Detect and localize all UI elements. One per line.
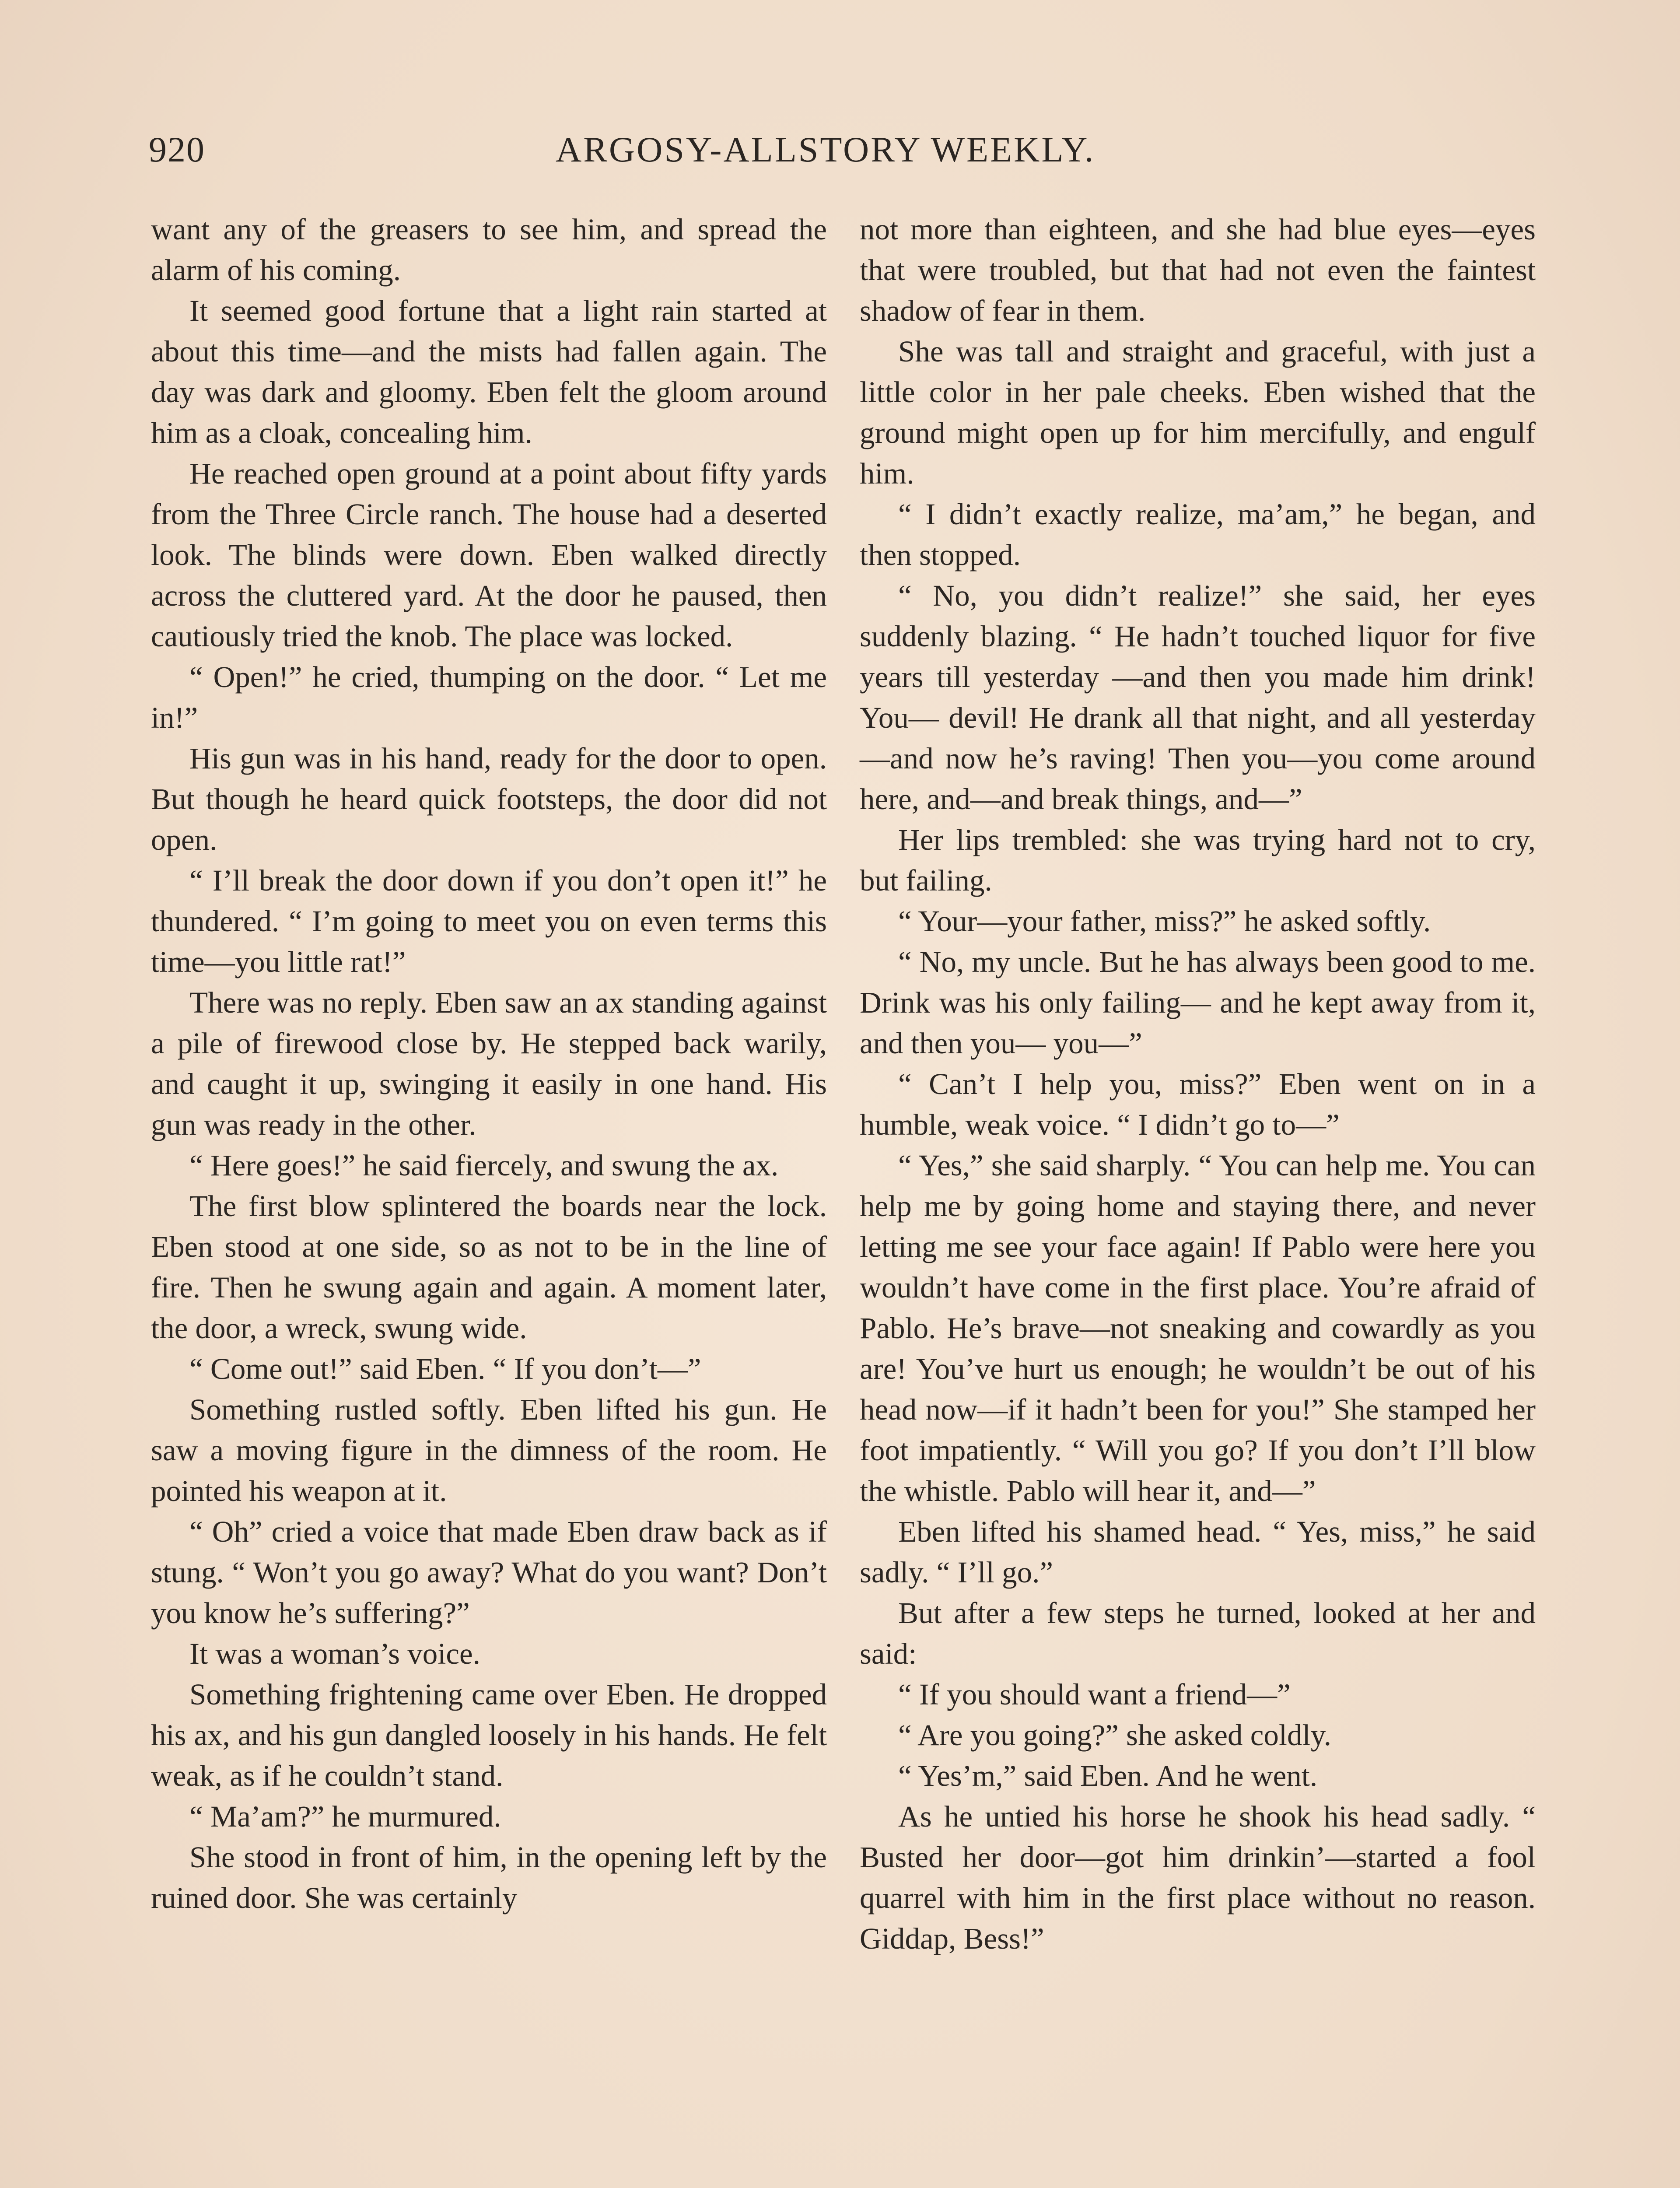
paragraph: She was tall and straight and graceful, with just a little color in her pale cheeks. Eben wished that the ground might open up for him mercifully, and engulf him. — [860, 335, 1536, 490]
paragraph: “ Yes’m,” said Eben. And he went. — [898, 1759, 1318, 1792]
page-header — [144, 129, 1536, 182]
paragraph: The first blow splintered the boards near the lock. Eben stood at one side, so as not to be in the line of fire. Then he swung again and again. A moment later, the door, a wreck, swung wide. — [151, 1189, 827, 1345]
paragraph: “ Your—your father, miss?” he asked softly. — [898, 905, 1431, 938]
paragraph: “ No, you didn’t realize!” she said, her eyes suddenly blazing. “ He hadn’t touched liquor for five years till yesterday —and then you made him drink! You— devil! He drank all that night, and all yesterday—and now he’s raving! Then you—you come around here, and—and break things, and—” — [860, 579, 1536, 816]
paragraph: He reached open ground at a point about fifty yards from the Three Circle ranch. The house had a deserted look. The blinds were down. Eben walked directly across the cluttered yard. At the door he paused, then cautiously tried the knob. The place was locked. — [151, 457, 827, 653]
paragraph: “ Come out!” said Eben. “ If you don’t—” — [189, 1352, 701, 1385]
paragraph: Her lips trembled: she was trying hard not to cry, but failing. — [860, 823, 1536, 897]
running-head: ARGOSY-ALLSTORY WEEKLY. — [556, 130, 1096, 169]
left-column — [151, 209, 827, 1918]
paragraph: “ If you should want a friend—” — [898, 1678, 1291, 1711]
paragraph: There was no reply. Eben saw an ax standing against a pile of firewood close by. He stepped back warily, and caught it up, swinging it easily in one hand. His gun was ready in the other. — [151, 986, 827, 1141]
paragraph: want any of the greasers to see him, and spread the alarm of his coming. — [151, 213, 827, 287]
paragraph: But after a few steps he turned, looked at her and said: — [860, 1596, 1536, 1670]
paragraph: “ I’ll break the door down if you don’t open it!” he thundered. “ I’m going to meet you on even terms this time—you little rat!” — [151, 864, 827, 978]
paragraph: “ Here goes!” he said fiercely, and swung the ax. — [189, 1149, 779, 1182]
page-number: 920 — [149, 130, 205, 169]
paragraph: Something frightening came over Eben. He dropped his ax, and his gun dangled loosely in his hands. He felt weak, as if he couldn’t stand. — [151, 1678, 827, 1792]
paragraph: As he untied his horse he shook his head sadly. “ Busted her door—got him drinkin’—started a fool quarrel with him in the first place without no reason. Giddap, Bess!” — [860, 1800, 1536, 1955]
paragraph: “ Oh” cried a voice that made Eben draw back as if stung. “ Won’t you go away? What do you want? Don’t you know he’s suffering?” — [151, 1515, 827, 1630]
paragraph: “ Ma’am?” he murmured. — [189, 1800, 501, 1833]
paragraph: Something rustled softly. Eben lifted his gun. He saw a moving figure in the dimness of the room. He pointed his weapon at it. — [151, 1393, 827, 1508]
right-column — [860, 209, 1536, 1959]
paragraph: not more than eighteen, and she had blue eyes—eyes that were troubled, but that had not even the faintest shadow of fear in them. — [860, 213, 1536, 327]
paragraph: “ I didn’t exactly realize, ma’am,” he began, and then stopped. — [860, 498, 1536, 572]
paragraph: “ Are you going?” she asked coldly. — [898, 1718, 1331, 1752]
paragraph: It was a woman’s voice. — [189, 1637, 480, 1670]
paragraph: “ Yes,” she said sharply. “ You can help me. You can help me by going home and staying there, and never letting me see your face again! If Pablo were here you wouldn’t have come in the first place. You’re afraid of Pablo. He’s brave—not sneaking and cowardly as you are! You’ve hurt us enough; he wouldn’t be out of his head now—if it hadn’t been for you!” She stamped her foot impatiently. “ Will you go? If you don’t I’ll blow the whistle. Pablo will hear it, and—” — [860, 1149, 1536, 1508]
paragraph: “ Can’t I help you, miss?” Eben went on in a humble, weak voice. “ I didn’t go to—” — [860, 1067, 1536, 1141]
paragraph: Eben lifted his shamed head. “ Yes, miss,” he said sadly. “ I’ll go.” — [860, 1515, 1536, 1589]
paragraph: “ Open!” he cried, thumping on the door. “ Let me in!” — [151, 660, 827, 734]
paragraph: It seemed good fortune that a light rain started at about this time—and the mists had fallen again. The day was dark and gloomy. Eben felt the gloom around him as a cloak, concealing him. — [151, 294, 827, 449]
paragraph: She stood in front of him, in the opening left by the ruined door. She was certainly — [151, 1841, 827, 1914]
paragraph: “ No, my uncle. But he has always been good to me. Drink was his only failing— and he kept away from it, and then you— you—” — [860, 945, 1536, 1060]
paragraph: His gun was in his hand, ready for the door to open. But though he heard quick footsteps, the door did not open. — [151, 742, 827, 856]
